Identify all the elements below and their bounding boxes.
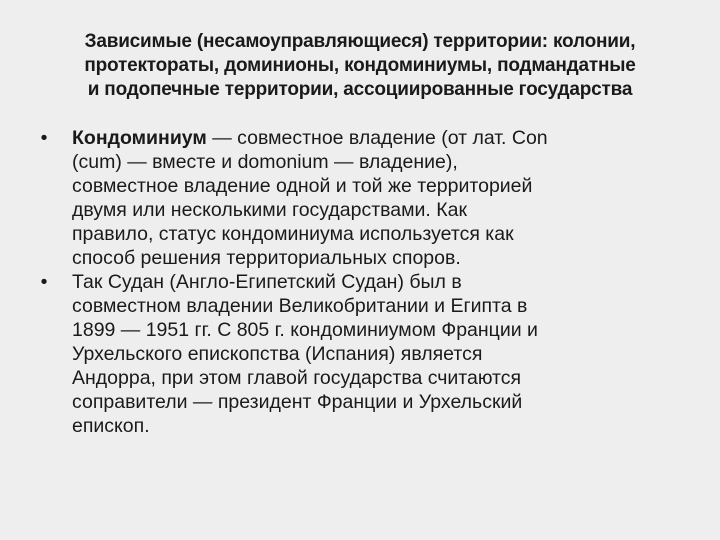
bullet-line: 1899 — 1951 гг. С 805 г. кондоминиумом Франции и: [72, 319, 538, 341]
term-condominium: Кондоминиум: [72, 127, 207, 149]
title-line: протектораты, доминионы, кондоминиумы, подмандатные: [84, 55, 636, 76]
bullet-line: Так Судан (Англо-Египетский Судан) был в: [72, 271, 462, 293]
bullet-line: Урхельского епископства (Испания) является: [72, 343, 483, 365]
bullet-line: [72, 126, 690, 150]
bullet-line: соправители — президент Франции и Урхельский: [72, 391, 523, 413]
bullet-line: способ решения территориальных споров.: [72, 247, 461, 269]
bullet-line: совместном владении Великобритании и Египта в: [72, 295, 528, 317]
slide-title: [30, 30, 690, 102]
bullet-list: [30, 126, 690, 438]
title-line: Зависимые (несамоуправляющиеся) территории: колонии,: [84, 31, 636, 52]
bullet-item-examples: [30, 270, 690, 438]
bullet-line: епископ.: [72, 415, 150, 437]
title-line: и подопечные территории, ассоциированные государства: [87, 79, 633, 100]
bullet-line: правило, статус кондоминиума используется как: [72, 223, 514, 245]
bullet-line: совместное владение одной и той же территорией: [72, 175, 533, 197]
bullet-dot-icon: •: [40, 271, 48, 293]
bullet-line: (cum) — вместе и domonium — владение),: [72, 151, 458, 173]
bullet-dot-icon: •: [40, 127, 48, 149]
bullet-line: двумя или несколькими государствами. Как: [72, 199, 467, 221]
definition-start: — совместное владение (от лат. Con: [206, 127, 548, 149]
bullet-line: Андорра, при этом главой государства считаются: [72, 367, 522, 389]
bullet-item-condominium: [30, 126, 690, 270]
